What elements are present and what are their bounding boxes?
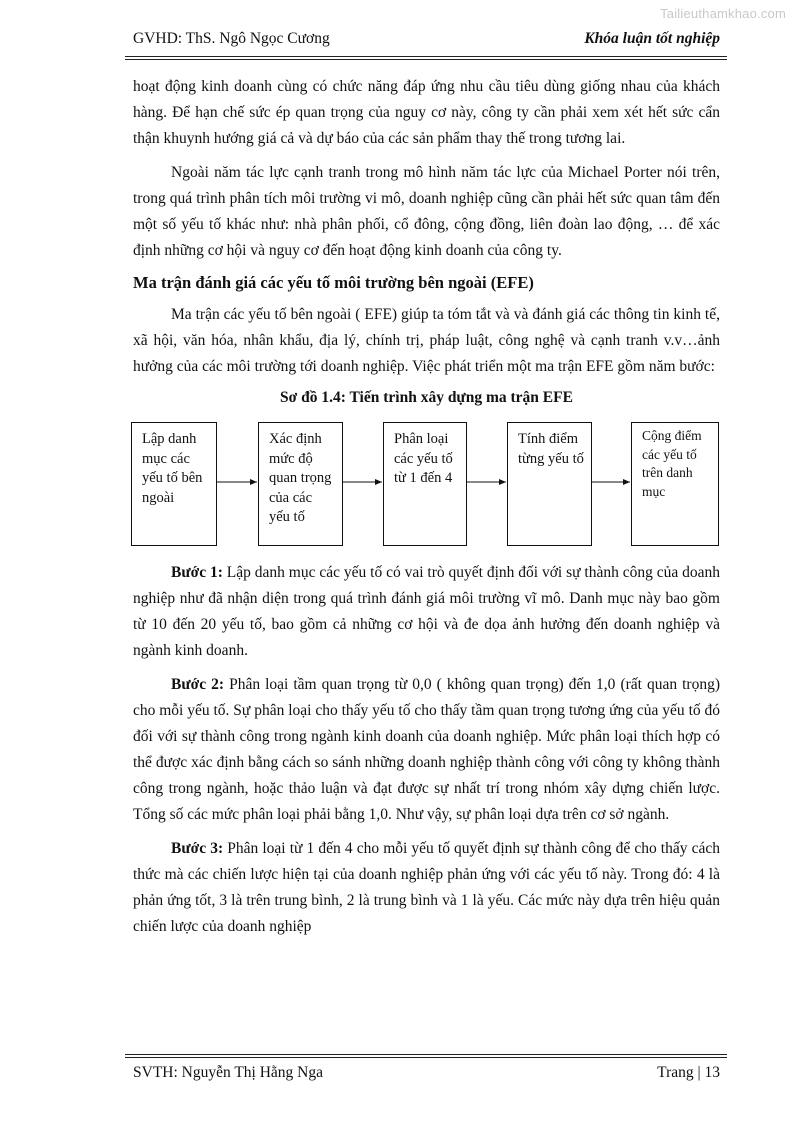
step-3-label: Bước 3: (171, 840, 224, 857)
page-footer (133, 1064, 720, 1086)
step-2-paragraph (133, 672, 720, 828)
step-1-text: Lập danh mục các yếu tố có vai trò quyết định đối với sự thành công của doanh nghiệp như đã nhận diện trong quá trình đánh giá môi trường vĩ mô. Danh mục này bao gồm từ 10 đến 20 yếu tố, bao gồm cả những cơ hội và đe dọa ảnh hưởng đến doanh nghiệp và ngành kinh doanh. (133, 564, 721, 659)
step-box-5: Cộng điểm các yếu tố trên danh mục (631, 422, 719, 546)
diagram-caption: Sơ đồ 1.4: Tiến trình xây dựng ma trận EFE (280, 389, 573, 406)
header-rule-thin (125, 59, 727, 60)
watermark: Tailieuthamkhao.com (660, 6, 786, 21)
step-1-label: Bước 1: (171, 564, 223, 581)
header-rule (125, 56, 727, 57)
section-heading: Ma trận đánh giá các yếu tố môi trường bên ngoài (EFE) (133, 273, 534, 292)
step-box-2: Xác định mức độ quan trọng của các yếu tố (258, 422, 343, 546)
page-number: Trang | 13 (657, 1064, 720, 1081)
page-header (133, 30, 720, 52)
paragraph-3: Ma trận các yếu tố bên ngoài ( EFE) giúp ta tóm tắt và và đánh giá các thông tin kinh tế, xã hội, văn hóa, nhân khẩu, địa lý, chính trị, pháp luật, công nghệ và cạnh tranh v.v…ảnh hưởng của các môi trường tới doanh nghiệp. Việc phát triển một ma trận EFE gồm năm bước: (133, 306, 720, 375)
step-3-text: Phân loại từ 1 đến 4 cho mỗi yếu tố quyết định sự thành công để cho thấy cách thức mà các chiến lược hiện tại của doanh nghiệp phản ứng với các yếu tố này. Trong đó: 4 là phản ứng tốt, 3 là trên trung bình, 2 là trung bình và 1 là yếu. Các mức này dựa trên hiệu quản chiến lược của doanh nghiệp (133, 840, 720, 935)
footer-student: SVTH: Nguyễn Thị Hằng Nga (133, 1064, 323, 1081)
footer-rule-thin (125, 1057, 727, 1058)
step-2-text: Phân loại tầm quan trọng từ 0,0 ( không quan trọng) đến 1,0 (rất quan trọng) cho mỗi yếu tố. Sự phân loại cho thấy yếu tố cho thấy tầm quan trọng tương ứng của yếu tố đó đối với sự thành công trong ngành kinh doanh của doanh nghiệp. Mức phân loại thích hợp có thể được xác định bằng cách so sánh những doanh nghiệp thành công với công ty không thành công trong ngành, hoặc thảo luận và đạt được sự nhất trí trong nhóm xây dựng chiến lược. Tổng số các mức phân loại phải bằng 1,0. Như vậy, sự phân loại dựa trên cơ sở ngành. (133, 676, 721, 823)
efe-process-diagram (133, 388, 720, 558)
paragraph-1: hoạt động kinh doanh cùng có chức năng đáp ứng nhu cầu tiêu dùng giống nhau của khách hàng. Để hạn chế sức ép quan trọng của nguy cơ này, công ty cần phải xem xét hết sức cẩn thận khuynh hướng giá cả và dự báo của các sản phẩm thay thế trong tương lai. (133, 78, 720, 147)
step-box-1: Lập danh mục các yếu tố bên ngoài (131, 422, 217, 546)
step-box-3: Phân loại các yếu tố từ 1 đến 4 (383, 422, 467, 546)
step-3-paragraph (133, 836, 720, 940)
step-2-label: Bước 2: (171, 676, 225, 693)
step-1-paragraph (133, 560, 720, 664)
step-box-4: Tính điểm từng yếu tố (507, 422, 592, 546)
footer-rule (125, 1054, 727, 1055)
page-content (133, 74, 720, 948)
paragraph-2: Ngoài năm tác lực cạnh tranh trong mô hình năm tác lực của Michael Porter nói trên, trong quá trình phân tích môi trường vi mô, doanh nghiệp cũng cần phải hết sức quan tâm đến một số yếu tố khác như: nhà phân phối, cổ đông, cộng đồng, liên đoàn lao động, … để xác định những cơ hội và nguy cơ đến hoạt động kinh doanh của công ty. (133, 164, 720, 259)
header-thesis-title: Khóa luận tốt nghiệp (584, 30, 720, 47)
header-supervisor: GVHD: ThS. Ngô Ngọc Cương (133, 30, 330, 47)
